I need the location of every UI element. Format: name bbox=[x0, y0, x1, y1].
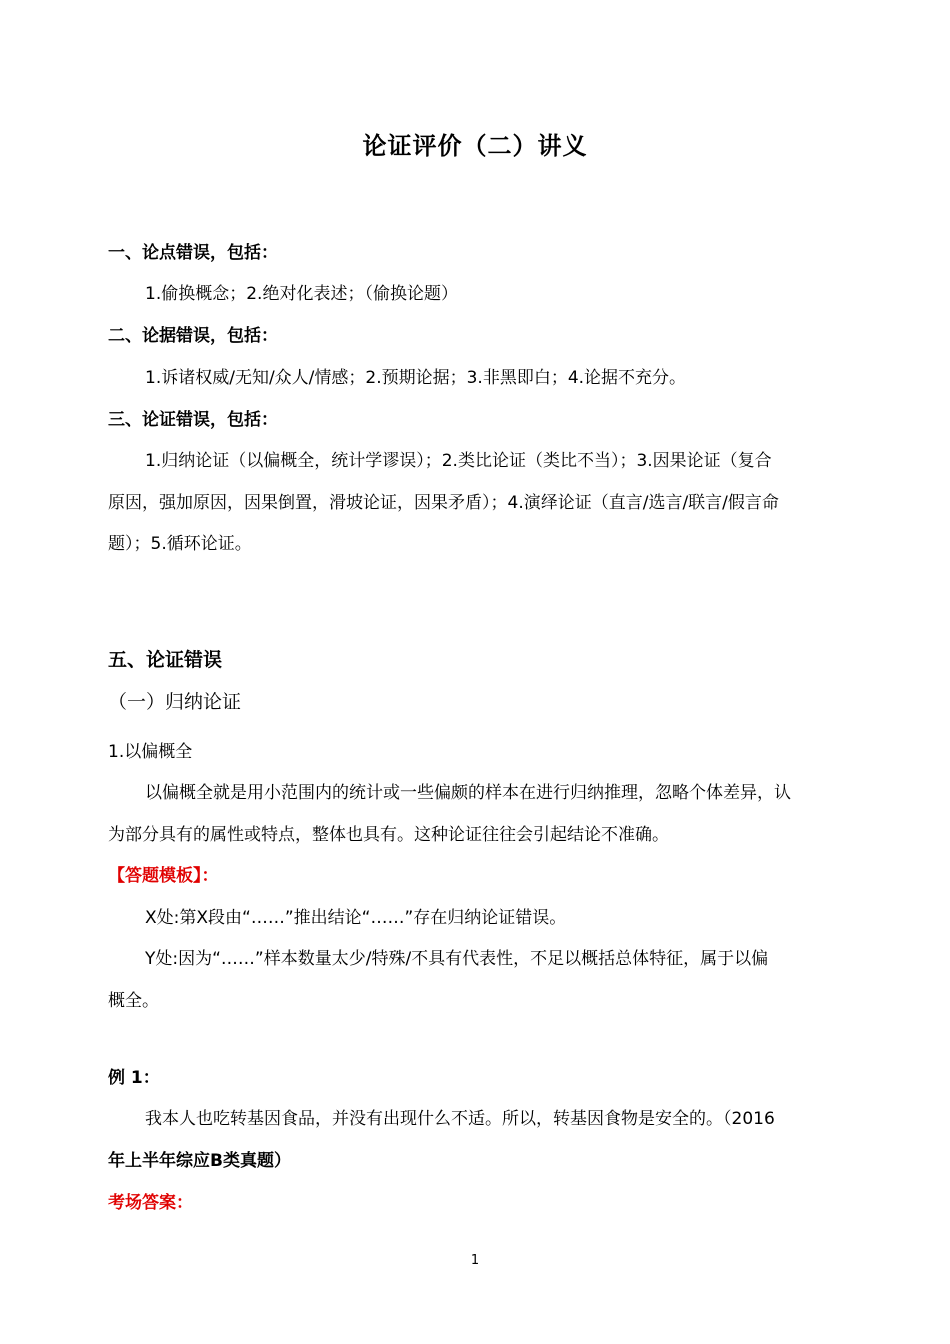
template-label: 【答题模板】： bbox=[108, 866, 219, 886]
section3-heading: 三、论证错误，包括： bbox=[108, 410, 278, 430]
section2-content: 1.诉诸权威/无知/众人/情感；2.预期论据；3.非黑即白；4.论据不充分。 bbox=[145, 368, 687, 388]
example-line: 我本人也吃转基因食品，并没有出现什么不适。所以，转基因食物是安全的。（2016 bbox=[145, 1109, 775, 1129]
section3-line: 1.归纳论证（以偏概全，统计学谬误）；2.类比论证（类比不当）；3.因果论证（复合 bbox=[145, 451, 772, 471]
template-y-line: 概全。 bbox=[108, 991, 159, 1011]
section5-subheading: （一）归纳论证 bbox=[108, 691, 242, 713]
section3-line: 原因，强加原因，因果倒置，滑坡论证，因果矛盾）；4.演绎论证（直言/选言/联言/假言命 bbox=[108, 493, 779, 513]
section2-heading: 二、论据错误，包括： bbox=[108, 326, 278, 346]
page-number: 1 bbox=[470, 1253, 480, 1268]
section1-content: 1.偷换概念；2.绝对化表述；（偷换论题） bbox=[145, 284, 458, 304]
answer-label: 考场答案： bbox=[108, 1193, 193, 1213]
template-x: X处:第X段由“……”推出结论“……”存在归纳论证错误。 bbox=[145, 908, 567, 928]
section1-heading: 一、论点错误，包括： bbox=[108, 243, 278, 263]
example-line: 年上半年综应B类真题） bbox=[108, 1151, 291, 1171]
definition-line: 以偏概全就是用小范围内的统计或一些偏颇的样本在进行归纳推理，忽略个体差异，认 bbox=[145, 783, 791, 803]
definition-line: 为部分具有的属性或特点，整体也具有。这种论证往往会引起结论不准确。 bbox=[108, 825, 669, 845]
section5-heading: 五、论证错误 bbox=[108, 649, 223, 671]
item-title: 1.以偏概全 bbox=[108, 742, 193, 762]
example-label: 例 1： bbox=[108, 1068, 160, 1088]
template-y-line: Y处:因为“……”样本数量太少/特殊/不具有代表性，不足以概括总体特征，属于以偏 bbox=[145, 949, 769, 969]
section3-line: 题）；5.循环论证。 bbox=[108, 534, 252, 554]
page-title: 论证评价（二）讲义 bbox=[362, 132, 588, 160]
